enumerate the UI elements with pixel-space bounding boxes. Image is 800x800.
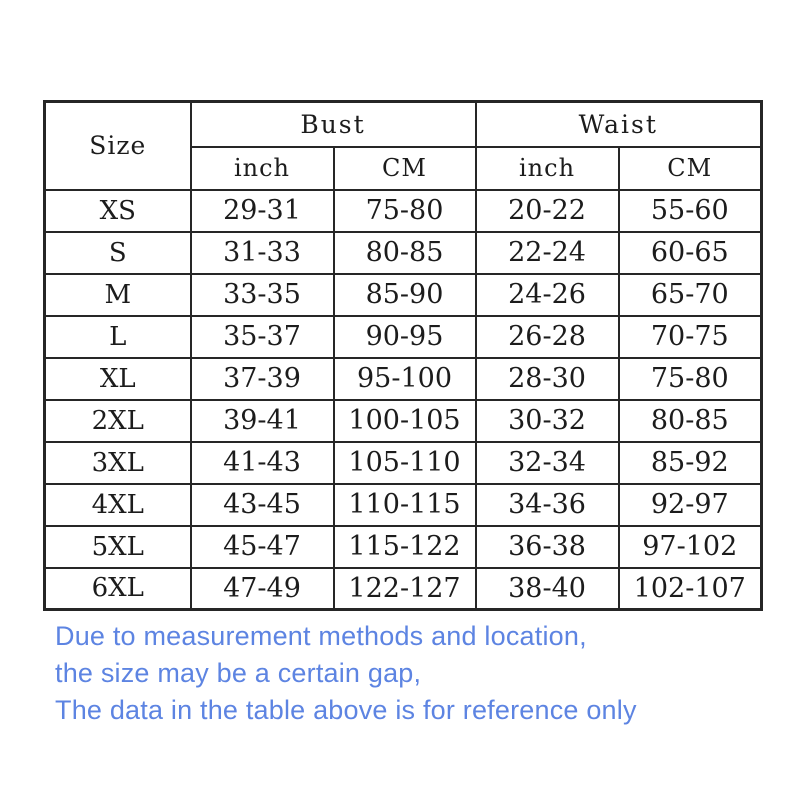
bust-cm-cell: 75-80: [334, 190, 476, 232]
waist-cm-cell: 85-92: [619, 442, 762, 484]
bust-cm-cell: 115-122: [334, 526, 476, 568]
bust-inch-cell: 47-49: [191, 568, 334, 610]
bust-inch-cell: 45-47: [191, 526, 334, 568]
size-cell: M: [45, 274, 191, 316]
size-cell: S: [45, 232, 191, 274]
size-table-body: [45, 190, 762, 610]
size-cell: L: [45, 316, 191, 358]
table-row: [45, 400, 762, 442]
bust-inch-cell: 39-41: [191, 400, 334, 442]
waist-inch-cell: 28-30: [476, 358, 619, 400]
size-cell: 2XL: [45, 400, 191, 442]
size-column-header: Size: [45, 102, 191, 190]
table-row: [45, 190, 762, 232]
table-row: [45, 274, 762, 316]
size-cell: 6XL: [45, 568, 191, 610]
bust-inch-cell: 29-31: [191, 190, 334, 232]
bust-cm-cell: 110-115: [334, 484, 476, 526]
note-line-3: The data in the table above is for reference only: [55, 695, 637, 725]
table-row: [45, 316, 762, 358]
waist-cm-cell: 102-107: [619, 568, 762, 610]
waist-cm-cell: 80-85: [619, 400, 762, 442]
size-cell: 3XL: [45, 442, 191, 484]
note-line-2: the size may be a certain gap,: [55, 658, 422, 688]
bust-cm-cell: 105-110: [334, 442, 476, 484]
waist-cm-cell: 97-102: [619, 526, 762, 568]
waist-inch-cell: 34-36: [476, 484, 619, 526]
bust-inch-cell: 35-37: [191, 316, 334, 358]
waist-cm-cell: 70-75: [619, 316, 762, 358]
waist-cm-header: CM: [619, 147, 762, 190]
bust-inch-cell: 31-33: [191, 232, 334, 274]
bust-cm-cell: 100-105: [334, 400, 476, 442]
table-row: [45, 358, 762, 400]
bust-inch-cell: 37-39: [191, 358, 334, 400]
bust-cm-cell: 122-127: [334, 568, 476, 610]
bust-cm-header: CM: [334, 147, 476, 190]
size-cell: 5XL: [45, 526, 191, 568]
size-cell: XS: [45, 190, 191, 232]
waist-inch-cell: 26-28: [476, 316, 619, 358]
table-row: [45, 232, 762, 274]
group-header-row: [45, 102, 762, 147]
waist-cm-cell: 92-97: [619, 484, 762, 526]
table-row: [45, 484, 762, 526]
bust-cm-cell: 95-100: [334, 358, 476, 400]
waist-inch-cell: 20-22: [476, 190, 619, 232]
bust-group-header: Bust: [191, 102, 476, 147]
size-cell: 4XL: [45, 484, 191, 526]
bust-inch-header: inch: [191, 147, 334, 190]
table-row: [45, 442, 762, 484]
disclaimer-note: [55, 618, 637, 729]
table-row: [45, 526, 762, 568]
waist-group-header: Waist: [476, 102, 762, 147]
size-chart-table: [43, 100, 763, 611]
waist-inch-cell: 24-26: [476, 274, 619, 316]
bust-cm-cell: 85-90: [334, 274, 476, 316]
note-line-1: Due to measurement methods and location,: [55, 621, 587, 651]
waist-inch-cell: 22-24: [476, 232, 619, 274]
waist-inch-cell: 32-34: [476, 442, 619, 484]
waist-cm-cell: 75-80: [619, 358, 762, 400]
bust-inch-cell: 41-43: [191, 442, 334, 484]
bust-inch-cell: 43-45: [191, 484, 334, 526]
waist-inch-cell: 38-40: [476, 568, 619, 610]
waist-inch-header: inch: [476, 147, 619, 190]
waist-cm-cell: 60-65: [619, 232, 762, 274]
size-cell: XL: [45, 358, 191, 400]
waist-inch-cell: 36-38: [476, 526, 619, 568]
waist-cm-cell: 55-60: [619, 190, 762, 232]
bust-cm-cell: 90-95: [334, 316, 476, 358]
bust-inch-cell: 33-35: [191, 274, 334, 316]
waist-cm-cell: 65-70: [619, 274, 762, 316]
table-row: [45, 568, 762, 610]
bust-cm-cell: 80-85: [334, 232, 476, 274]
waist-inch-cell: 30-32: [476, 400, 619, 442]
